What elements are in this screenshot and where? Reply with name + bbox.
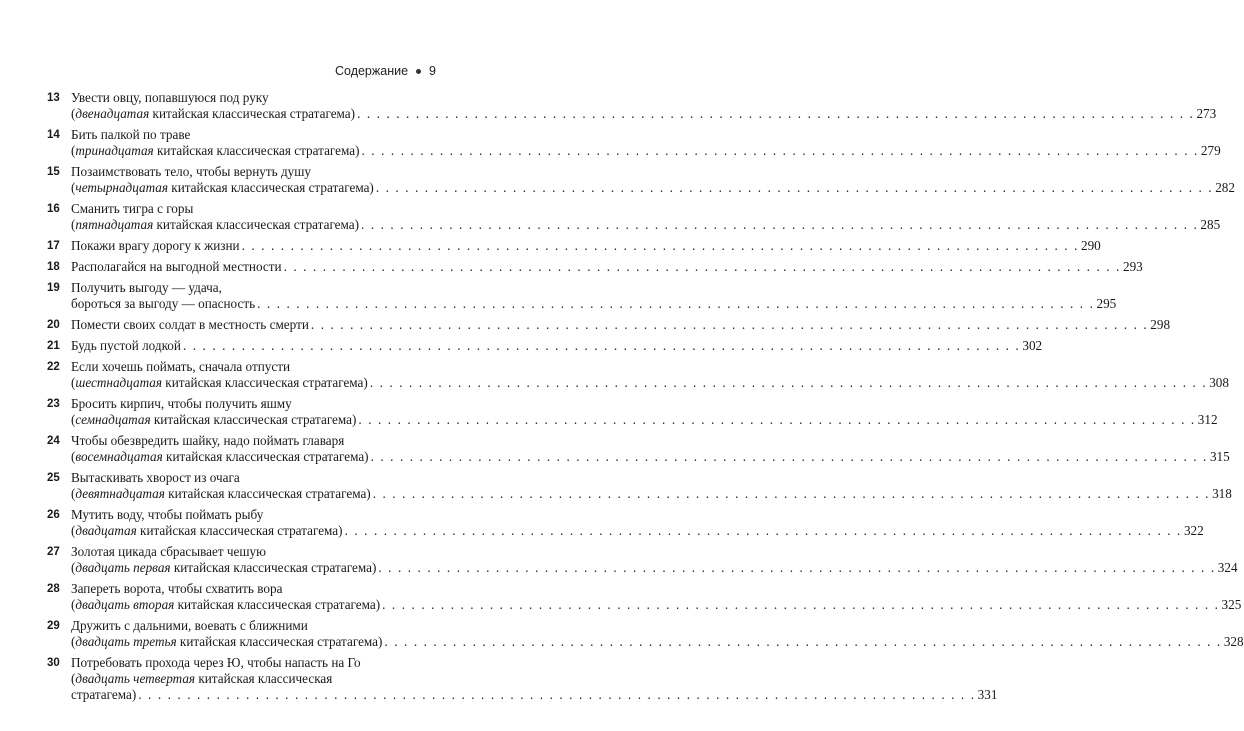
toc-subtitle-continued: стратагема) — [71, 687, 137, 702]
toc-line-text — [71, 143, 360, 159]
bullet-icon — [416, 69, 421, 74]
header-title: Содержание — [334, 64, 409, 78]
stratagem-descriptor: китайская классическая стратагема) — [170, 560, 377, 575]
toc-entry-body — [71, 259, 1143, 275]
toc-line-text — [71, 375, 368, 391]
toc-line-with-page — [71, 238, 1101, 254]
toc-line-with-page — [71, 143, 1221, 159]
toc-entry-body — [71, 618, 1244, 650]
toc-line-with-page — [71, 560, 1238, 576]
toc-page-number: 324 — [1217, 560, 1238, 575]
stratagem-descriptor: китайская классическая стратагема) — [176, 634, 383, 649]
toc-entry[interactable] — [47, 201, 1221, 233]
toc-entry-number: 25 — [47, 472, 60, 484]
toc-entry[interactable] — [47, 317, 1171, 333]
toc-title: Будь пустой лодкой — [71, 338, 181, 353]
dot-leader: . . . . . . . . . . . . . . . . . . . . . . . . . . . . . . . . . . . . . . . . . . . . . . . . . . . . . . . . . . . . . . . . . . . . . . . . . . . . . . . . . . . . . . — [384, 634, 1222, 649]
toc-entry[interactable] — [47, 280, 1117, 312]
toc-entry-number: 20 — [47, 319, 60, 331]
toc-line-with-page — [71, 106, 1217, 122]
toc-title: Вытаскивать хворост из очага — [71, 470, 240, 485]
dot-leader: . . . . . . . . . . . . . . . . . . . . . . . . . . . . . . . . . . . . . . . . . . . . . . . . . . . . . . . . . . . . . . . . . . . . . . . . . . . . . . . . . . . . . . — [378, 560, 1216, 575]
toc-entry[interactable] — [47, 259, 1143, 275]
toc-line-text — [71, 687, 136, 703]
toc-title: Бить палкой по траве — [71, 127, 191, 142]
toc-title: Если хочешь поймать, сначала отпусти — [71, 359, 291, 374]
toc-title: Покажи врагу дорогу к жизни — [71, 238, 240, 253]
toc-entry-number: 21 — [47, 340, 60, 352]
toc-entry-number: 27 — [47, 546, 60, 558]
stratagem-ordinal: восемнадцатая — [75, 449, 163, 464]
toc-line-text — [71, 560, 376, 576]
toc-title-line — [71, 470, 432, 486]
toc-entry-body — [71, 238, 1101, 254]
stratagem-ordinal: двадцать четвертая — [75, 671, 196, 686]
toc-line-with-page — [71, 296, 1117, 312]
toc-page-number: 325 — [1221, 597, 1242, 612]
toc-entry-number: 26 — [47, 509, 60, 521]
toc-page-number: 298 — [1150, 317, 1171, 332]
toc-line-text — [71, 217, 359, 233]
stratagem-ordinal: двадцать третья — [75, 634, 177, 649]
stratagem-descriptor: китайская классическая стратагема) — [162, 449, 369, 464]
stratagem-ordinal: шестнадцатая — [75, 375, 162, 390]
toc-page-number: 282 — [1215, 180, 1235, 195]
toc-entry-number: 24 — [47, 435, 60, 447]
running-header — [335, 64, 436, 78]
stratagem-ordinal: четырнадцатая — [75, 180, 168, 195]
toc-title: Золотая цикада сбрасывает чешую — [71, 544, 266, 559]
toc-title-line — [71, 655, 432, 671]
dot-leader: . . . . . . . . . . . . . . . . . . . . . . . . . . . . . . . . . . . . . . . . . . . . . . . . . . . . . . . . . . . . . . . . . . . . . . . . . . . . . . . . . . . . . . — [241, 238, 1079, 253]
toc-line-text — [71, 259, 282, 275]
stratagem-descriptor: китайская классическая стратагема) — [136, 523, 343, 538]
punctuation: ( — [71, 375, 76, 390]
toc-line-text — [71, 634, 382, 650]
punctuation: ( — [71, 523, 76, 538]
toc-entry-body — [71, 127, 1221, 159]
toc-page-number: 290 — [1080, 238, 1101, 253]
toc-title: Помести своих солдат в местность смерти — [71, 317, 309, 332]
toc-entry-body — [71, 544, 1238, 576]
toc-line-with-page — [71, 523, 1204, 539]
toc-title-line — [71, 359, 432, 375]
toc-title: Увести овцу, попавшуюся под руку — [71, 90, 269, 105]
toc-line-with-page — [71, 317, 1171, 333]
dot-leader: . . . . . . . . . . . . . . . . . . . . . . . . . . . . . . . . . . . . . . . . . . . . . . . . . . . . . . . . . . . . . . . . . . . . . . . . . . . . . . . . . . . . . . — [369, 375, 1208, 390]
toc-title-line — [71, 544, 432, 560]
toc-line-text — [71, 412, 356, 428]
toc-entry-body — [71, 338, 1043, 354]
toc-title: Располагайся на выгодной местности — [71, 259, 282, 274]
toc-entry-body — [71, 655, 998, 703]
dot-leader: . . . . . . . . . . . . . . . . . . . . . . . . . . . . . . . . . . . . . . . . . . . . . . . . . . . . . . . . . . . . . . . . . . . . . . . . . . . . . . . . . . . . . . — [138, 687, 976, 702]
toc-line-text — [71, 671, 332, 687]
toc-page-number: 328 — [1223, 634, 1244, 649]
page-number: 9 — [429, 64, 436, 78]
toc-title-line — [71, 90, 432, 106]
dot-leader: . . . . . . . . . . . . . . . . . . . . . . . . . . . . . . . . . . . . . . . . . . . . . . . . . . . . . . . . . . . . . . . . . . . . . . . . . . . . . . . . . . . . . . — [182, 338, 1021, 353]
toc-title-line — [71, 396, 432, 412]
toc-entry-number: 30 — [47, 657, 60, 669]
toc-entry[interactable] — [47, 164, 1235, 196]
stratagem-descriptor: китайская классическая стратагема) — [153, 217, 360, 232]
dot-leader: . . . . . . . . . . . . . . . . . . . . . . . . . . . . . . . . . . . . . . . . . . . . . . . . . . . . . . . . . . . . . . . . . . . . . . . . . . . . . . . . . . . . . . — [361, 217, 1199, 232]
toc-entry-body — [71, 280, 1117, 312]
toc-line-text — [71, 106, 355, 122]
toc-title: Дружить с дальними, воевать с ближними — [71, 618, 308, 633]
punctuation: ( — [71, 143, 76, 158]
punctuation: ( — [71, 412, 76, 427]
stratagem-ordinal: семнадцатая — [75, 412, 151, 427]
punctuation: ( — [71, 671, 76, 686]
toc-entry-body — [71, 433, 1230, 465]
dot-leader: . . . . . . . . . . . . . . . . . . . . . . . . . . . . . . . . . . . . . . . . . . . . . . . . . . . . . . . . . . . . . . . . . . . . . . . . . . . . . . . . . . . . . . — [370, 449, 1208, 464]
dot-leader: . . . . . . . . . . . . . . . . . . . . . . . . . . . . . . . . . . . . . . . . . . . . . . . . . . . . . . . . . . . . . . . . . . . . . . . . . . . . . . . . . . . . . . — [310, 317, 1149, 332]
toc-entry-body — [71, 317, 1171, 333]
stratagem-ordinal: двенадцатая — [75, 106, 150, 121]
stratagem-ordinal: пятнадцатая — [75, 217, 154, 232]
stratagem-ordinal: двадцатая — [75, 523, 137, 538]
toc-line-with-page — [71, 449, 1230, 465]
toc-page-number: 293 — [1122, 259, 1143, 274]
toc-entry-body — [71, 90, 1217, 122]
stratagem-descriptor: китайская классическая стратагема) — [161, 375, 368, 390]
toc-line-with-page — [71, 634, 1244, 650]
toc-title: Бросить кирпич, чтобы получить яшму — [71, 396, 292, 411]
punctuation: ( — [71, 597, 76, 612]
stratagem-ordinal: двадцать вторая — [75, 597, 175, 612]
toc-entry[interactable] — [47, 544, 1238, 576]
dot-leader: . . . . . . . . . . . . . . . . . . . . . . . . . . . . . . . . . . . . . . . . . . . . . . . . . . . . . . . . . . . . . . . . . . . . . . . . . . . . . . . . . . . . . . — [375, 180, 1214, 195]
toc-entry[interactable] — [47, 470, 1232, 502]
toc-entry[interactable] — [47, 90, 1217, 122]
toc-page-number: 315 — [1209, 449, 1230, 464]
toc-title-continued: бороться за выгоду — опасность — [71, 296, 256, 311]
dot-leader: . . . . . . . . . . . . . . . . . . . . . . . . . . . . . . . . . . . . . . . . . . . . . . . . . . . . . . . . . . . . . . . . . . . . . . . . . . . . . . . . . . . . . . — [372, 486, 1211, 501]
toc-entry-body — [71, 359, 1229, 391]
toc-title-line — [71, 201, 432, 217]
punctuation: ( — [71, 217, 76, 232]
dot-leader: . . . . . . . . . . . . . . . . . . . . . . . . . . . . . . . . . . . . . . . . . . . . . . . . . . . . . . . . . . . . . . . . . . . . . . . . . . . . . . . . . . . . . . — [361, 143, 1199, 158]
toc-line-with-page — [71, 180, 1235, 196]
toc-line-with-page — [71, 486, 1232, 502]
toc-title: Чтобы обезвредить шайку, надо поймать главаря — [71, 433, 345, 448]
toc-page-number: 312 — [1197, 412, 1218, 427]
toc-page-number: 322 — [1183, 523, 1204, 538]
stratagem-descriptor: китайская классическая — [195, 671, 333, 686]
toc-entry[interactable] — [47, 338, 1043, 354]
toc-line-with-page — [71, 597, 1242, 613]
dot-leader: . . . . . . . . . . . . . . . . . . . . . . . . . . . . . . . . . . . . . . . . . . . . . . . . . . . . . . . . . . . . . . . . . . . . . . . . . . . . . . . . . . . . . . — [283, 259, 1121, 274]
toc-line-with-page — [71, 412, 1218, 428]
toc-entry-number: 19 — [47, 282, 60, 294]
stratagem-descriptor: китайская классическая стратагема) — [168, 180, 374, 195]
toc-line-with-page — [71, 375, 1229, 391]
toc-title: Запереть ворота, чтобы схватить вора — [71, 581, 283, 596]
toc-entry[interactable] — [47, 655, 998, 703]
toc-line-text — [71, 180, 374, 196]
stratagem-descriptor: китайская классическая стратагема) — [174, 597, 381, 612]
toc-line-text — [71, 449, 369, 465]
toc-line-text — [71, 317, 309, 333]
toc-entry-number: 16 — [47, 203, 60, 215]
toc-entry-number: 29 — [47, 620, 60, 632]
toc-entry[interactable] — [47, 433, 1230, 465]
toc-title: Сманить тигра с горы — [71, 201, 194, 216]
stratagem-descriptor: китайская классическая стратагема) — [164, 486, 371, 501]
stratagem-ordinal: девятнадцатая — [75, 486, 165, 501]
toc-entry-number: 17 — [47, 240, 60, 252]
toc-entry[interactable] — [47, 581, 1242, 613]
toc-title-line — [71, 280, 432, 296]
toc-title: Получить выгоду — удача, — [71, 280, 222, 295]
toc-page-number: 285 — [1200, 217, 1221, 232]
toc-entry-body — [71, 164, 1235, 196]
toc-page-number: 273 — [1196, 106, 1217, 121]
toc-subtitle-line — [71, 671, 432, 687]
dot-leader: . . . . . . . . . . . . . . . . . . . . . . . . . . . . . . . . . . . . . . . . . . . . . . . . . . . . . . . . . . . . . . . . . . . . . . . . . . . . . . . . . . . . . . — [382, 597, 1220, 612]
toc-entry-body — [71, 470, 1232, 502]
dot-leader: . . . . . . . . . . . . . . . . . . . . . . . . . . . . . . . . . . . . . . . . . . . . . . . . . . . . . . . . . . . . . . . . . . . . . . . . . . . . . . . . . . . . . . — [344, 523, 1182, 538]
toc-line-text — [71, 338, 181, 354]
toc-entry-number: 18 — [47, 261, 60, 273]
toc-entry[interactable] — [47, 238, 1101, 254]
table-of-contents — [47, 90, 1244, 708]
toc-title: Мутить воду, чтобы поймать рыбу — [71, 507, 264, 522]
toc-entry-number: 23 — [47, 398, 60, 410]
toc-page-number: 331 — [977, 687, 998, 702]
toc-entry[interactable] — [47, 396, 1218, 428]
toc-entry-body — [71, 507, 1204, 539]
toc-entry-body — [71, 581, 1242, 613]
toc-line-with-page — [71, 338, 1043, 354]
toc-page-number: 279 — [1200, 143, 1221, 158]
stratagem-descriptor: китайская классическая стратагема) — [149, 106, 356, 121]
toc-line-with-page — [71, 259, 1143, 275]
toc-page-number: 308 — [1209, 375, 1229, 390]
toc-title-line — [71, 127, 432, 143]
toc-line-text — [71, 523, 343, 539]
toc-entry-body — [71, 201, 1221, 233]
punctuation: ( — [71, 180, 76, 195]
toc-page-number: 295 — [1096, 296, 1117, 311]
toc-title-line — [71, 581, 432, 597]
stratagem-ordinal: тринадцатая — [75, 143, 154, 158]
toc-title-line — [71, 164, 432, 180]
dot-leader: . . . . . . . . . . . . . . . . . . . . . . . . . . . . . . . . . . . . . . . . . . . . . . . . . . . . . . . . . . . . . . . . . . . . . . . . . . . . . . . . . . . . . . — [357, 106, 1195, 121]
toc-page-number: 318 — [1212, 486, 1232, 501]
toc-page-number: 302 — [1022, 338, 1043, 353]
toc-line-text — [71, 238, 240, 254]
toc-line-text — [71, 296, 255, 312]
toc-entry[interactable] — [47, 618, 1244, 650]
toc-entry[interactable] — [47, 359, 1229, 391]
toc-title-line — [71, 507, 432, 523]
toc-entry-body — [71, 396, 1218, 428]
toc-title: Потребовать прохода через Ю, чтобы напасть на Го — [71, 655, 361, 670]
punctuation: ( — [71, 634, 76, 649]
stratagem-ordinal: двадцать первая — [75, 560, 171, 575]
toc-entry[interactable] — [47, 507, 1204, 539]
toc-entry-number: 13 — [47, 92, 60, 104]
toc-entry[interactable] — [47, 127, 1221, 159]
toc-title-line — [71, 433, 432, 449]
toc-line-text — [71, 597, 380, 613]
toc-line-with-page — [71, 217, 1221, 233]
dot-leader: . . . . . . . . . . . . . . . . . . . . . . . . . . . . . . . . . . . . . . . . . . . . . . . . . . . . . . . . . . . . . . . . . . . . . . . . . . . . . . . . . . . . . . — [358, 412, 1196, 427]
toc-entry-number: 14 — [47, 129, 60, 141]
toc-title-line — [71, 618, 432, 634]
punctuation: ( — [71, 449, 76, 464]
toc-entry-number: 22 — [47, 361, 60, 373]
toc-title: Позаимствовать тело, чтобы вернуть душу — [71, 164, 312, 179]
stratagem-descriptor: китайская классическая стратагема) — [150, 412, 357, 427]
punctuation: ( — [71, 560, 76, 575]
toc-line-text — [71, 486, 371, 502]
punctuation: ( — [71, 106, 76, 121]
dot-leader: . . . . . . . . . . . . . . . . . . . . . . . . . . . . . . . . . . . . . . . . . . . . . . . . . . . . . . . . . . . . . . . . . . . . . . . . . . . . . . . . . . . . . . — [257, 296, 1095, 311]
toc-line-with-page — [71, 687, 998, 703]
toc-entry-number: 15 — [47, 166, 60, 178]
stratagem-descriptor: китайская классическая стратагема) — [153, 143, 360, 158]
punctuation: ( — [71, 486, 76, 501]
toc-entry-number: 28 — [47, 583, 60, 595]
